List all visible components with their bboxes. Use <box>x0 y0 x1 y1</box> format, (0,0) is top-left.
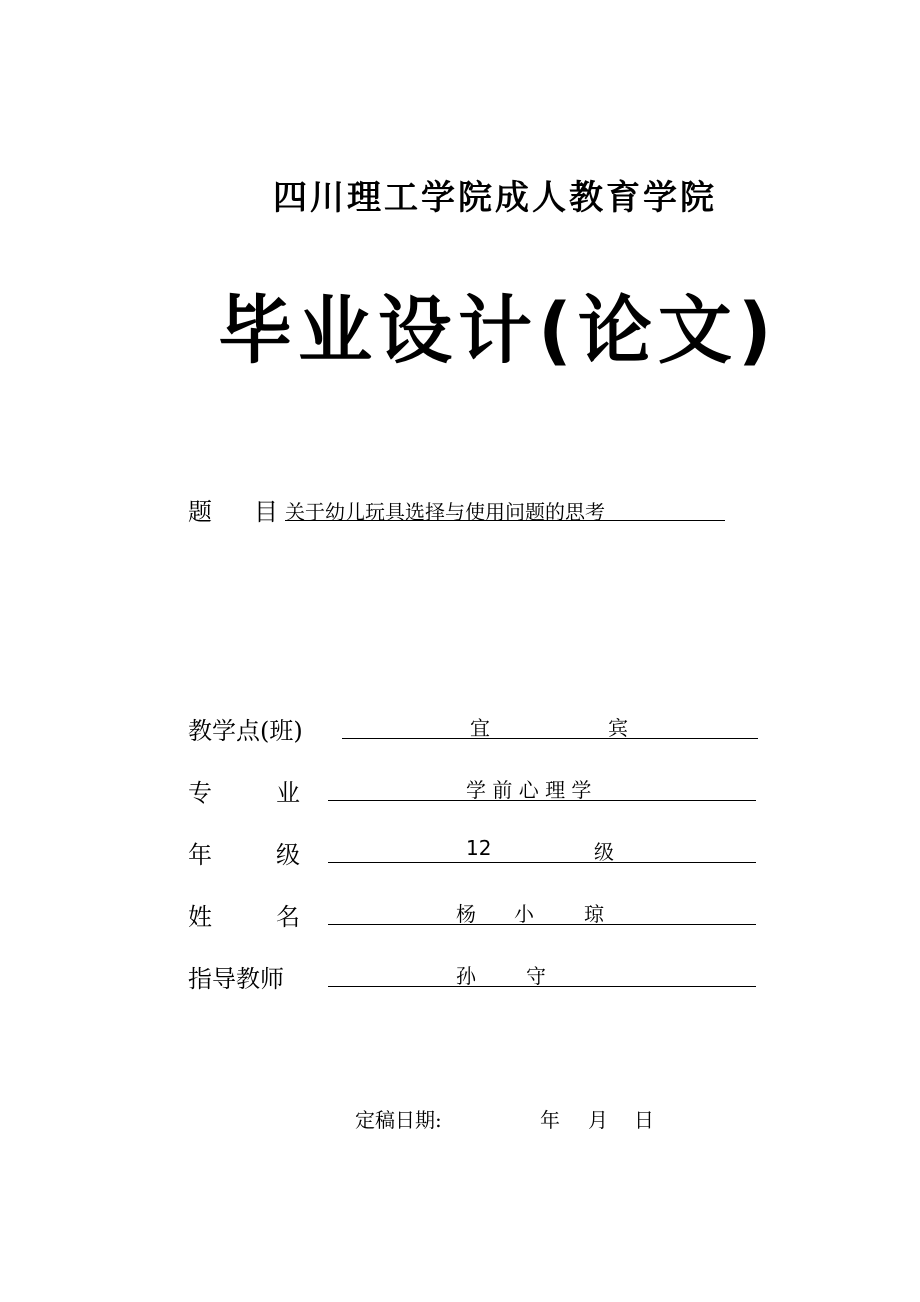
major-label <box>188 773 300 808</box>
grade-label <box>188 835 300 870</box>
grade-label-char-1: 年 <box>188 841 212 869</box>
study-center-label: 教学点(班) <box>188 717 303 745</box>
study-center-value-1: 宜 <box>470 716 490 740</box>
topic-label-char-1: 题 <box>188 498 212 526</box>
advisor-value-2: 守 <box>526 964 546 988</box>
name-label <box>188 897 300 932</box>
college-name: 四川理工学院成人教育学院 <box>273 178 717 218</box>
study-center-value-2: 宾 <box>608 716 628 740</box>
finalization-date-label: 定稿日期: <box>355 1108 442 1132</box>
name-value-1: 杨 <box>456 902 476 926</box>
name-value-2: 小 <box>514 902 534 926</box>
major-line <box>328 774 756 801</box>
major-value: 学 前 心 理 学 <box>466 778 592 802</box>
name-line <box>328 898 756 925</box>
name-label-char-2: 名 <box>276 903 300 931</box>
finalization-day: 日 <box>634 1108 654 1132</box>
grade-value-unit: 级 <box>594 840 614 864</box>
name-value-3: 琼 <box>584 902 604 926</box>
document-title: 毕业设计(论文) <box>218 288 778 374</box>
major-label-char-2: 业 <box>276 779 300 807</box>
advisor-line <box>328 960 756 987</box>
topic-value: 关于幼儿玩具选择与使用问题的思考 <box>285 496 725 521</box>
advisor-value-1: 孙 <box>456 964 476 988</box>
grade-label-char-2: 级 <box>276 841 300 869</box>
grade-value-number: 12 <box>466 836 492 860</box>
finalization-year: 年 <box>540 1108 560 1132</box>
study-center-line <box>342 712 758 739</box>
grade-line <box>328 836 756 863</box>
advisor-label: 指导教师 <box>188 965 284 993</box>
topic-label <box>188 492 278 527</box>
name-label-char-1: 姓 <box>188 903 212 931</box>
major-label-char-1: 专 <box>188 779 212 807</box>
topic-label-char-2: 目 <box>254 498 278 526</box>
finalization-month: 月 <box>588 1108 608 1132</box>
